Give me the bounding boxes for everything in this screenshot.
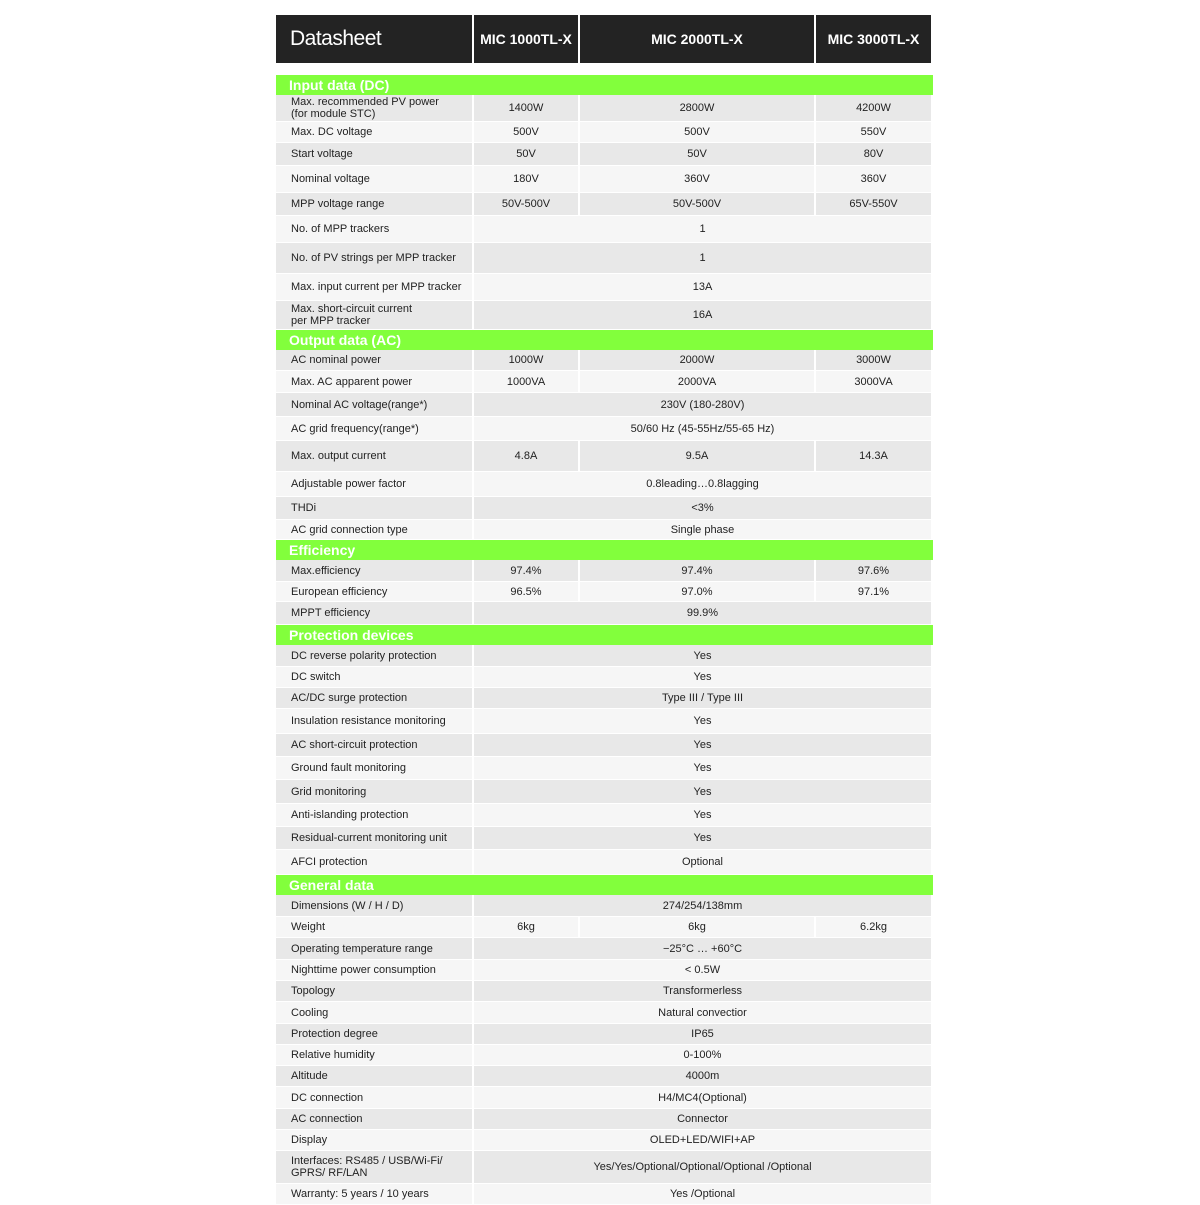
row-value-all-models: Connector — [474, 1109, 931, 1129]
table-row — [276, 667, 931, 688]
table-row — [276, 1130, 931, 1151]
row-value-model-3: 360V — [816, 166, 931, 192]
row-value-all-models: Natural convectior — [474, 1002, 931, 1023]
row-value-model-3: 97.1% — [816, 582, 931, 601]
table-row — [276, 981, 931, 1002]
table-row — [276, 780, 931, 804]
row-value-model-1: 180V — [474, 166, 580, 192]
row-value-all-models: Yes — [474, 709, 931, 733]
row-value-model-1: 1000W — [474, 350, 580, 370]
row-value-all-models: Yes — [474, 804, 931, 826]
row-value-all-models: 0-100% — [474, 1045, 931, 1065]
table-row — [276, 274, 931, 301]
table-row — [276, 850, 931, 875]
row-value-all-models: Yes — [474, 645, 931, 666]
row-label: Start voltage — [276, 143, 474, 165]
row-label: Max.efficiency — [276, 560, 474, 581]
row-value-model-3: 550V — [816, 122, 931, 142]
row-value-all-models: −25°C … +60°C — [474, 938, 931, 959]
row-label: European efficiency — [276, 582, 474, 601]
table-row — [276, 193, 931, 216]
row-label: Insulation resistance monitoring — [276, 709, 474, 733]
row-label: Max. AC apparent power — [276, 371, 474, 392]
row-value-all-models: 13A — [474, 274, 931, 300]
model-header-1: MIC 1000TL-X — [474, 15, 580, 63]
section-header-input-data-dc: Input data (DC) — [276, 75, 933, 95]
table-row — [276, 804, 931, 827]
table-row — [276, 560, 931, 582]
row-value-model-3: 65V-550V — [816, 193, 931, 215]
row-value-all-models: 50/60 Hz (45-55Hz/55-65 Hz) — [474, 417, 931, 440]
row-value-all-models: IP65 — [474, 1024, 931, 1044]
table-row — [276, 645, 931, 667]
model-header-2: MIC 2000TL-X — [580, 15, 816, 63]
row-value-all-models: Yes /Optional — [474, 1184, 931, 1204]
row-label: Altitude — [276, 1066, 474, 1086]
table-row — [276, 216, 931, 243]
row-value-model-2: 50V-500V — [580, 193, 816, 215]
row-value-all-models: Yes — [474, 780, 931, 803]
table-row — [276, 166, 931, 193]
row-value-model-1: 1000VA — [474, 371, 580, 392]
row-value-all-models: 274/254/138mm — [474, 895, 931, 916]
table-row — [276, 417, 931, 441]
row-label: Cooling — [276, 1002, 474, 1023]
table-row — [276, 350, 931, 371]
datasheet-table — [276, 15, 931, 1205]
row-label: Interfaces: RS485 / USB/Wi-Fi/ GPRS/ RF/LAN — [276, 1151, 474, 1183]
row-value-all-models: Type III / Type III — [474, 688, 931, 708]
row-value-all-models: Yes — [474, 757, 931, 779]
section-header-protection-devices: Protection devices — [276, 625, 933, 645]
table-body — [276, 75, 931, 1205]
table-row — [276, 757, 931, 780]
row-label: Max. input current per MPP tracker — [276, 274, 474, 300]
table-row — [276, 1024, 931, 1045]
row-value-model-2: 6kg — [580, 917, 816, 937]
table-row — [276, 143, 931, 166]
row-label: AC grid connection type — [276, 520, 474, 539]
row-label: Display — [276, 1130, 474, 1150]
row-label: Grid monitoring — [276, 780, 474, 803]
row-label: DC reverse polarity protection — [276, 645, 474, 666]
row-value-all-models: Optional — [474, 850, 931, 874]
table-row — [276, 301, 931, 330]
row-label: AC nominal power — [276, 350, 474, 370]
row-label: AC/DC surge protection — [276, 688, 474, 708]
row-label: Ground fault monitoring — [276, 757, 474, 779]
row-value-model-2: 2000VA — [580, 371, 816, 392]
table-row — [276, 827, 931, 850]
row-value-model-2: 2800W — [580, 95, 816, 121]
row-value-model-3: 3000VA — [816, 371, 931, 392]
row-value-model-2: 97.4% — [580, 560, 816, 581]
row-label: AC grid frequency(range*) — [276, 417, 474, 440]
row-label: DC switch — [276, 667, 474, 687]
table-row — [276, 441, 931, 472]
row-label: Dimensions (W / H / D) — [276, 895, 474, 916]
row-value-model-2: 97.0% — [580, 582, 816, 601]
table-row — [276, 734, 931, 757]
table-row — [276, 938, 931, 960]
row-value-model-3: 4200W — [816, 95, 931, 121]
row-label: Adjustable power factor — [276, 472, 474, 496]
row-value-model-1: 4.8A — [474, 441, 580, 471]
table-row — [276, 122, 931, 143]
row-label: Max. DC voltage — [276, 122, 474, 142]
row-label: THDi — [276, 497, 474, 519]
table-row — [276, 371, 931, 393]
row-label: Operating temperature range — [276, 938, 474, 959]
row-label: No. of MPP trackers — [276, 216, 474, 242]
table-header — [276, 15, 931, 63]
table-row — [276, 95, 931, 122]
table-row — [276, 497, 931, 520]
row-label: Residual-current monitoring unit — [276, 827, 474, 849]
row-value-all-models: 0.8leading…0.8lagging — [474, 472, 931, 496]
row-value-all-models: <3% — [474, 497, 931, 519]
section-header-output-data-ac: Output data (AC) — [276, 330, 933, 350]
row-value-all-models: 1 — [474, 216, 931, 242]
table-row — [276, 1002, 931, 1024]
row-label: Anti-islanding protection — [276, 804, 474, 826]
row-value-all-models: Transformerless — [474, 981, 931, 1001]
row-value-all-models: Yes — [474, 827, 931, 849]
table-row — [276, 243, 931, 274]
row-value-model-3: 80V — [816, 143, 931, 165]
table-row — [276, 602, 931, 625]
row-value-all-models: Single phase — [474, 520, 931, 539]
row-label: AC short-circuit protection — [276, 734, 474, 756]
row-label: DC connection — [276, 1087, 474, 1108]
row-value-model-2: 9.5A — [580, 441, 816, 471]
table-row — [276, 472, 931, 497]
table-row — [276, 917, 931, 938]
row-value-model-1: 97.4% — [474, 560, 580, 581]
row-label: Relative humidity — [276, 1045, 474, 1065]
row-label: MPP voltage range — [276, 193, 474, 215]
table-row — [276, 709, 931, 734]
table-row — [276, 1109, 931, 1130]
row-value-model-1: 50V-500V — [474, 193, 580, 215]
table-row — [276, 688, 931, 709]
row-label: Nighttime power consumption — [276, 960, 474, 980]
table-row — [276, 960, 931, 981]
row-value-model-2: 360V — [580, 166, 816, 192]
table-row — [276, 1184, 931, 1205]
row-value-model-2: 50V — [580, 143, 816, 165]
row-value-model-3: 97.6% — [816, 560, 931, 581]
row-label: Nominal AC voltage(range*) — [276, 393, 474, 416]
table-row — [276, 582, 931, 602]
row-label: Max. recommended PV power (for module STC) — [276, 95, 474, 121]
datasheet-title: Datasheet — [276, 15, 474, 63]
row-value-model-1: 1400W — [474, 95, 580, 121]
table-row — [276, 1151, 931, 1184]
table-row — [276, 1066, 931, 1087]
row-value-model-3: 6.2kg — [816, 917, 931, 937]
row-value-all-models: Yes/Yes/Optional/Optional/Optional /Optional — [474, 1151, 931, 1183]
model-header-3: MIC 3000TL-X — [816, 15, 931, 63]
row-value-model-2: 2000W — [580, 350, 816, 370]
row-value-all-models: OLED+LED/WIFI+AP — [474, 1130, 931, 1150]
row-value-all-models: 99.9% — [474, 602, 931, 624]
row-value-model-1: 96.5% — [474, 582, 580, 601]
row-label: Protection degree — [276, 1024, 474, 1044]
row-value-all-models: Yes — [474, 667, 931, 687]
row-value-all-models: 1 — [474, 243, 931, 273]
row-label: AFCI protection — [276, 850, 474, 874]
row-value-model-3: 14.3A — [816, 441, 931, 471]
section-header-efficiency: Efficiency — [276, 540, 933, 560]
row-label: Warranty: 5 years / 10 years — [276, 1184, 474, 1204]
row-label: AC connection — [276, 1109, 474, 1129]
table-row — [276, 1087, 931, 1109]
row-label: Max. output current — [276, 441, 474, 471]
table-row — [276, 393, 931, 417]
table-row — [276, 895, 931, 917]
section-header-general-data: General data — [276, 875, 933, 895]
row-value-all-models: 230V (180-280V) — [474, 393, 931, 416]
row-label: Weight — [276, 917, 474, 937]
row-value-model-1: 50V — [474, 143, 580, 165]
row-label: Max. short-circuit current per MPP tracker — [276, 301, 474, 329]
row-value-model-1: 500V — [474, 122, 580, 142]
row-label: Nominal voltage — [276, 166, 474, 192]
table-row — [276, 520, 931, 540]
row-value-model-2: 500V — [580, 122, 816, 142]
row-label: MPPT efficiency — [276, 602, 474, 624]
table-row — [276, 1045, 931, 1066]
row-value-all-models: Yes — [474, 734, 931, 756]
row-label: Topology — [276, 981, 474, 1001]
row-value-model-1: 6kg — [474, 917, 580, 937]
row-label: No. of PV strings per MPP tracker — [276, 243, 474, 273]
row-value-all-models: H4/MC4(Optional) — [474, 1087, 931, 1108]
row-value-all-models: 4000m — [474, 1066, 931, 1086]
row-value-all-models: 16A — [474, 301, 931, 329]
row-value-model-3: 3000W — [816, 350, 931, 370]
row-value-all-models: < 0.5W — [474, 960, 931, 980]
